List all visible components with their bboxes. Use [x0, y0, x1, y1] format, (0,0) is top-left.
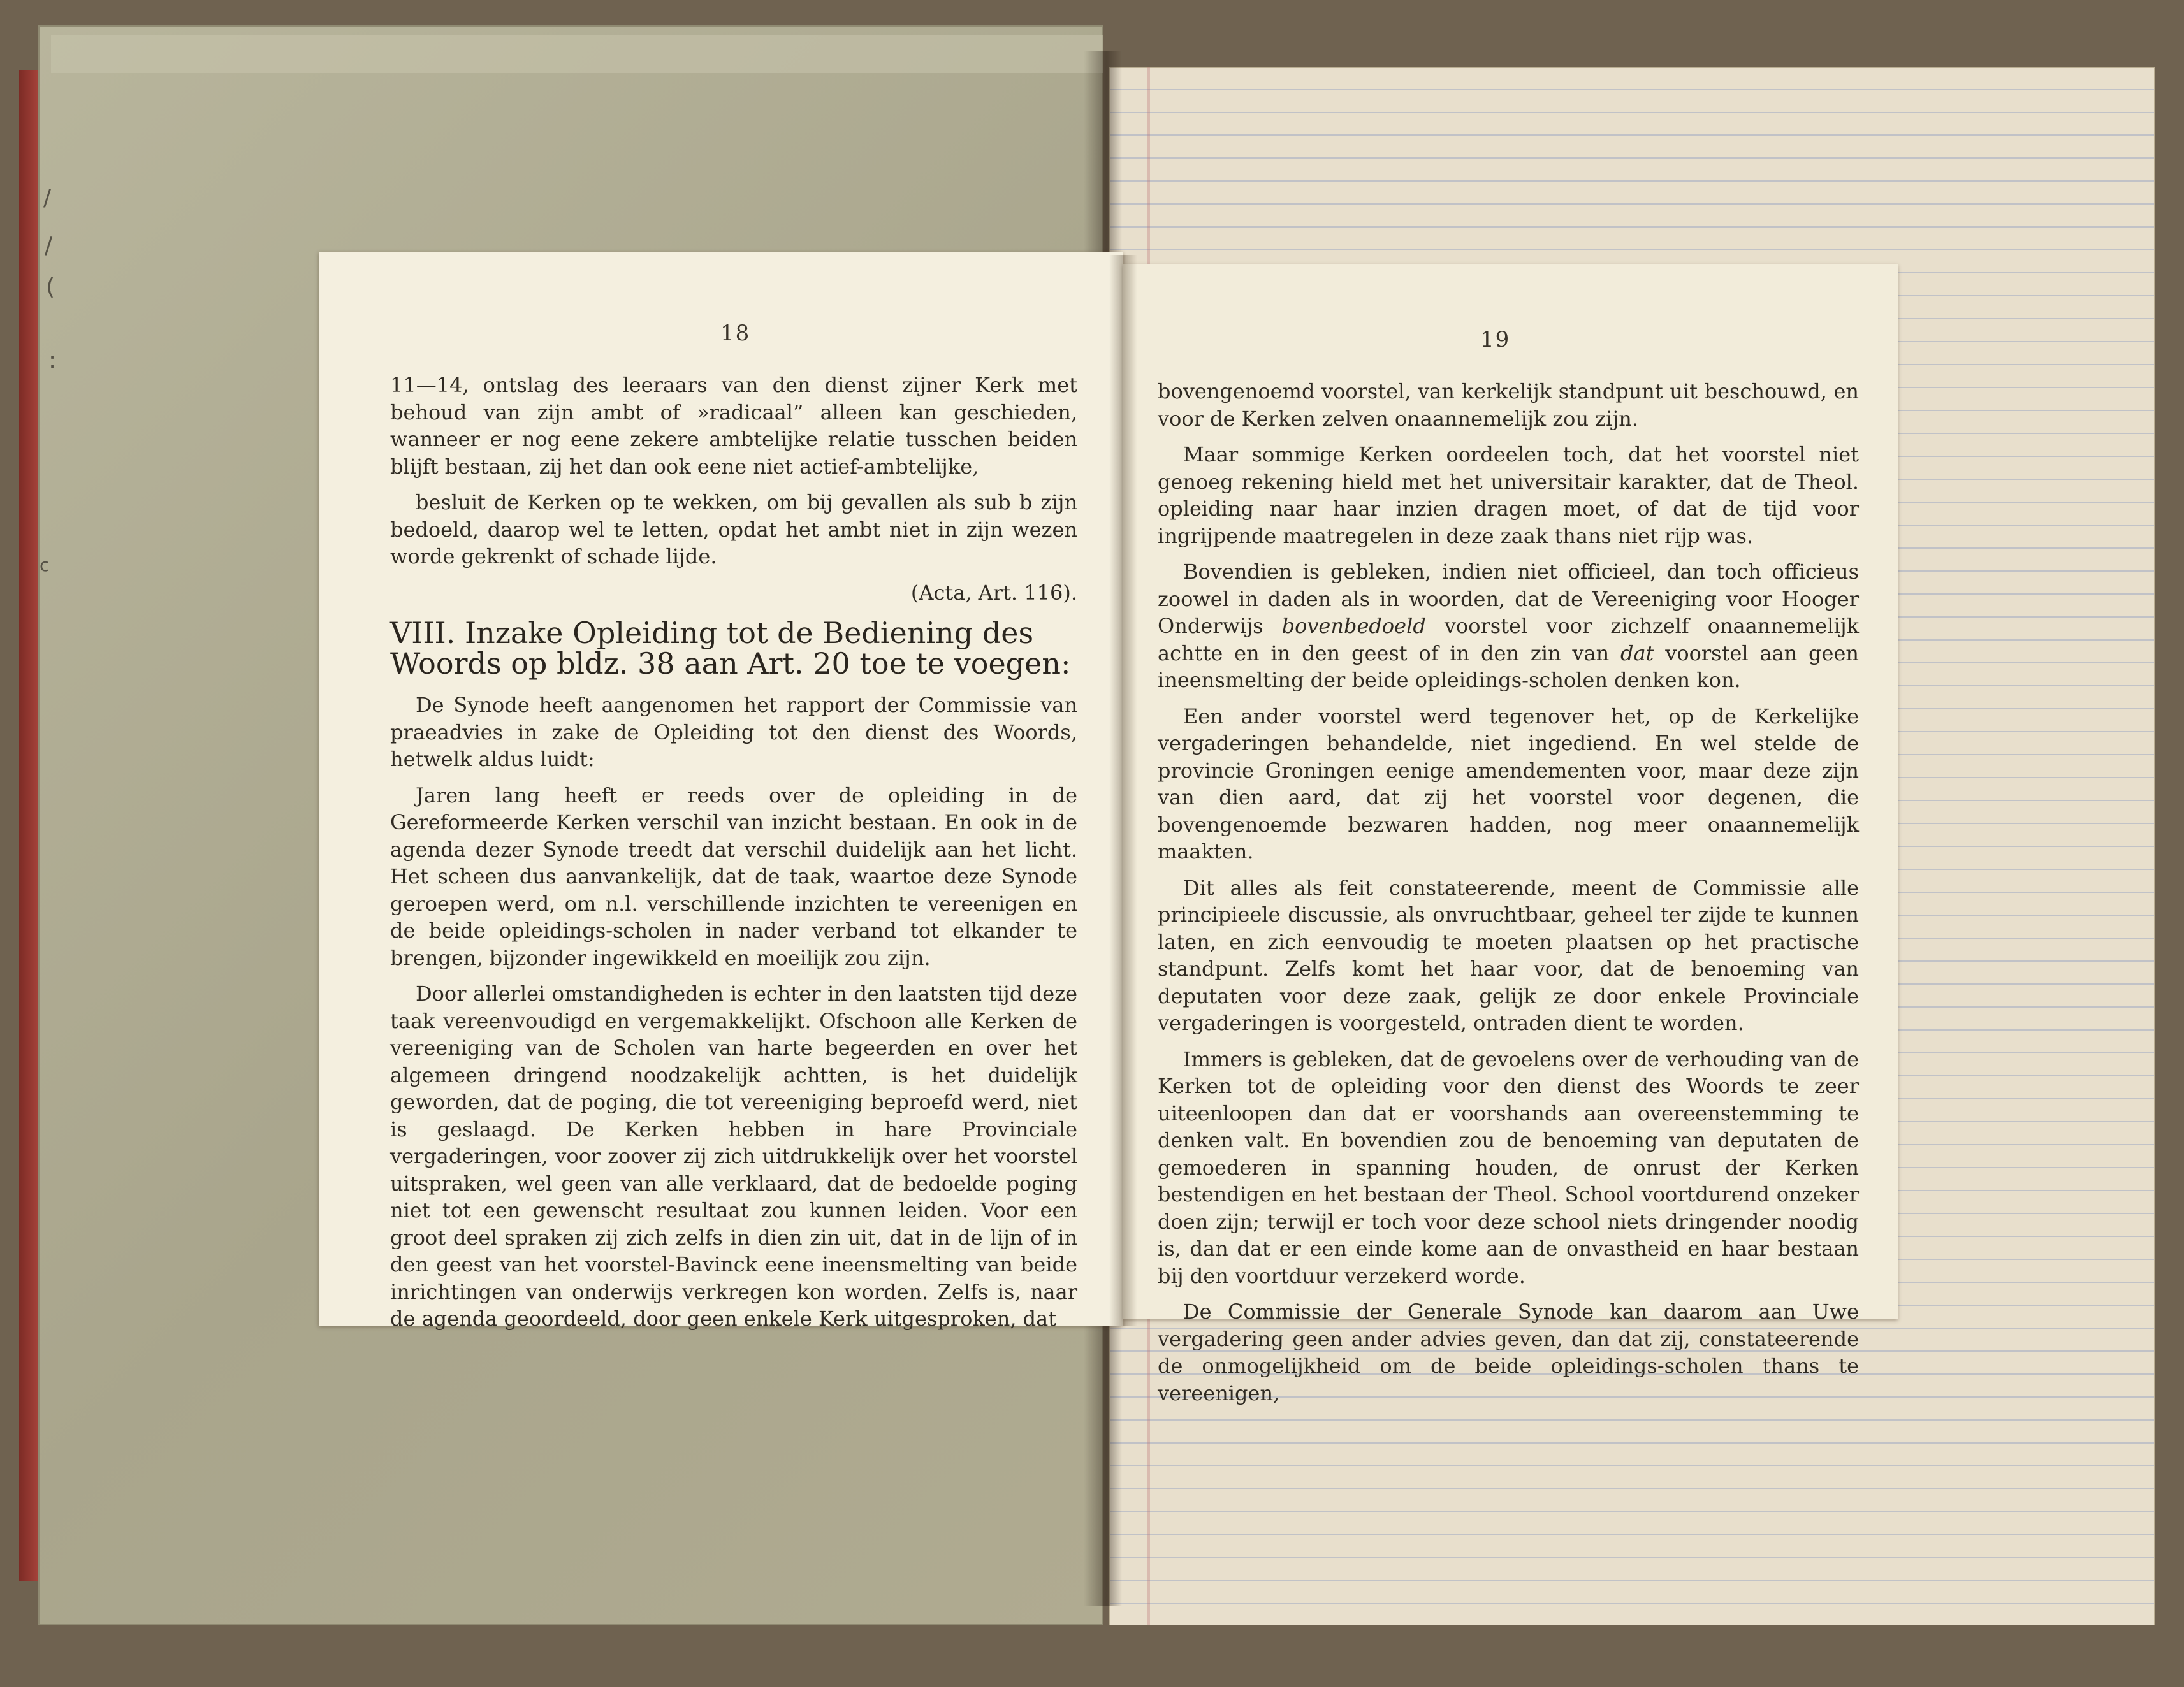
p3-emphasis-bovenbedoeld: bovenbedoeld	[1281, 614, 1426, 638]
left-paragraph-3: De Synode heeft aangenomen het rapport der Commissie van praeadvies in zake de Opleiding tot den dienst des Woords, hetwelk aldus luidt:	[390, 693, 1077, 771]
booklet-gutter	[1109, 255, 1137, 1326]
page-number-left: 18	[720, 321, 751, 346]
p3-emphasis-dat: dat	[1620, 641, 1654, 665]
p3-part-b: voorstel voor zichzelf onaannemelijk achtte en in den geest of in den zin van	[1158, 614, 1860, 665]
right-paragraph-4: Een ander voorstel werd tegenover het, op de Kerkelijke vergaderingen behandelde, niet ingediend. En wel stelde de provincie Groningen eenige amendementen voor, maar deze zijn van dien aard, dat zij het voorstel voor degenen, die bovengenoemde bezwaren hadden, nog meer onaannemelijk maakten.	[1158, 704, 1859, 864]
left-page-text	[390, 372, 1077, 1342]
right-paragraph-6: Immers is gebleken, dat de gevoelens over de verhouding van de Kerken tot de opleiding voor den dienst des Woords te zeer uiteenloopen dan dat er voorshands aan overeenstemming te denken valt. En bovendien zou de benoeming van deputaten de gemoederen in spanning houden, de onrust der Kerken bestendigen en het bestaan der Theol. School voortdurend onzeker doen zijn; terwijl er toch voor deze school niets dringender noodig is, dan dat er een einde kome aan de onvastheid en haar bestaan bij den voortduur verzekerd worde.	[1158, 1046, 1859, 1288]
left-board-top-strip	[51, 35, 1103, 73]
left-paragraph-1: 11—14, ontslag des leeraars van den dienst zijner Kerk met behoud van zijn ambt of »radicaal” alleen kan geschieden, wanneer er nog eene zekere ambtelijke relatie tusschen beiden blijft bestaan, zij het dan ook eene niet actief-ambtelijke,	[390, 373, 1077, 479]
right-page-text	[1158, 378, 1859, 1415]
margin-mark-1: /	[43, 185, 52, 211]
right-paragraph-5: Dit alles als feit constateerende, meent de Commissie alle principieele discussie, als onvruchtbaar, geheel ter zijde te kunnen laten, en zich eenvoudig te moeten plaatsen op het practische standpunt. Zelfs komt het haar voor, dat de benoeming van deputaten voor deze zaak, gelijk ze door enkele Provinciale vergaderingen is voorgesteld, ontraden dient te worden.	[1158, 875, 1859, 1035]
booklet-page-left	[319, 252, 1123, 1331]
p3-part-c: voorstel aan geen ineensmelting der beide opleidings-scholen denken kon.	[1158, 641, 1860, 692]
margin-mark-4: :	[48, 347, 57, 373]
margin-mark-5: c	[40, 554, 50, 576]
left-paragraph-5: Door allerlei omstandigheden is echter in den laatsten tijd deze taak vereenvoudigd en vergemakkelijkt. Ofschoon alle Kerken de vereeniging van de Scholen van harte begeerden en over het algemeen dringend noodzakelijk achtten, is het duidelijk geworden, dat de poging, die tot vereeniging beproefd werd, niet is geslaagd. De Kerken hebben in hare Provinciale vergaderingen, voor zoover zij zich uitdrukkelijk over het voorstel uitspraken, wel geen van alle verklaard, dat de bedoelde poging niet tot een gewenscht resultaat zou kunnen leiden. Voor een groot deel spraken zij zich zelfs in dien zin uit, dat in de lijn of in den geest van het voorstel-Bavinck eene ineensmelting van beide inrichtingen van onderwijs verkregen kon worden. Zelfs is, naar de agenda geoordeeld, door geen enkele Kerk uitgesproken, dat	[390, 981, 1077, 1331]
section-heading-viii: VIII. Inzake Opleiding tot de Bediening des Woords op bldz. 38 aan Art. 20 toe te voegen:	[390, 616, 1071, 681]
left-paragraph-2: besluit de Kerken op te wekken, om bij gevallen als sub b zijn bedoeld, daarop wel te letten, opdat het ambt niet in zijn wezen worde gekrenkt of schade lijde.	[390, 490, 1077, 568]
right-paragraph-3	[1158, 558, 1859, 694]
acta-citation: (Acta, Art. 116).	[910, 580, 1077, 605]
booklet-page-right	[1123, 264, 1898, 1405]
page-number-right: 19	[1480, 327, 1511, 352]
p3-part-a: Bovendien is gebleken, indien niet officieel, dan toch officieus zoowel in daden als in woorden, dat de Vereeniging voor Hooger Onderwijs	[1158, 560, 1859, 638]
margin-mark-3: (	[46, 274, 55, 300]
margin-mark-2: /	[45, 233, 53, 259]
right-paragraph-2: Maar sommige Kerken oordeelen toch, dat het voorstel niet genoeg rekening hield met het universitair karakter, dat de Theol. opleiding naar haar inzien dragen moet, of dat de tijd voor ingrijpende maatregelen in deze zaak thans niet rijp was.	[1158, 442, 1859, 548]
right-paragraph-1: bovengenoemd voorstel, van kerkelijk standpunt uit beschouwd, en voor de Kerken zelven onaannemelijk zou zijn.	[1158, 379, 1859, 431]
right-paragraph-7: De Commissie der Generale Synode kan daarom aan Uwe vergadering geen ander advies geven, dan dat zij, constateerende de onmogelijkheid om de beide opleidings-scholen thans te vereenigen,	[1158, 1300, 1859, 1405]
left-paragraph-4: Jaren lang heeft er reeds over de opleiding in de Gereformeerde Kerken verschil van inzicht bestaan. En ook in de agenda dezer Synode treedt dat verschil duidelijk aan het licht. Het scheen dus aanvankelijk, dat de taak, waartoe deze Synode geroepen werd, om n.l. verschillende inzichten te vereenigen en de beide opleidings-scholen in nader verband tot elkander te brengen, bijzonder ingewikkeld en moeilijk zou zijn.	[390, 783, 1077, 970]
